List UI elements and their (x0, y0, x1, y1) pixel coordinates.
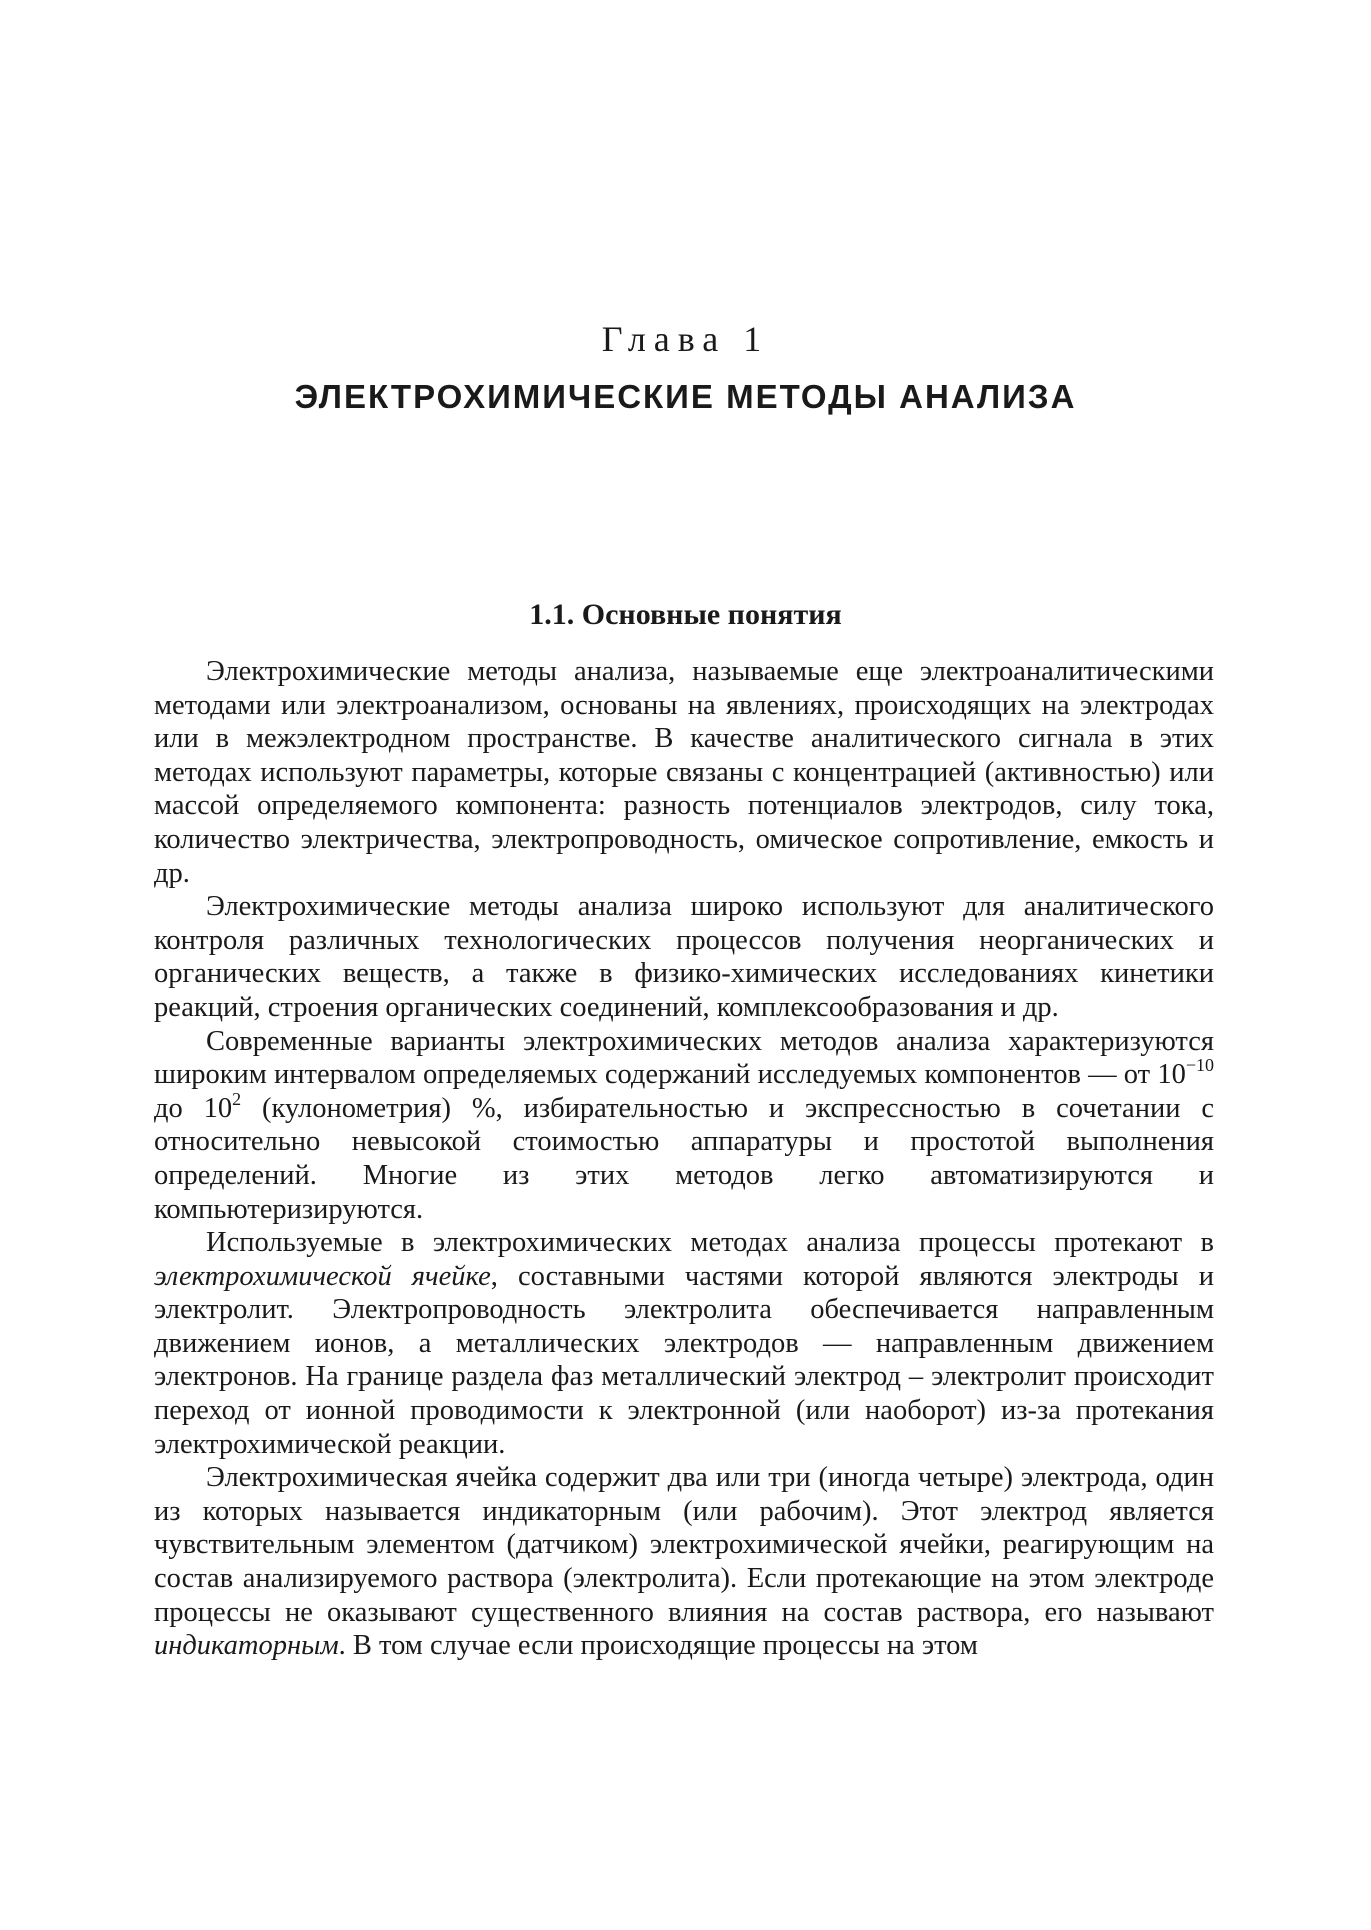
chapter-label: Глава 1 (601, 319, 770, 359)
paragraph-4-text-a: Используемые в электрохимических методах анализа процессы протекают в (206, 1227, 1214, 1259)
exponent-1: −10 (1185, 1055, 1214, 1076)
section-title: 1.1. Основные понятия (529, 598, 842, 631)
paragraph-3-text-a: Современные варианты электрохимических методов анализа характеризуются широким интервалом определяемых содержаний исследуемых компонентов — от 10 (154, 1025, 1214, 1091)
paragraph-5-text-a: Электрохимическая ячейка содержит два или три (иногда четыре) электрода, один из которых называется индикаторным (или рабочим). Этот электрод является чувствительным элементом (датчиком) электрохимической ячейки, реагирующим на состав анализируемого раствора (электролита). Если протекающие на этом электроде процессы не оказывают существенного влияния на состав раствора, его называют (154, 1462, 1214, 1628)
paragraph-4 (154, 1226, 1214, 1461)
paragraph-2: Электрохимические методы анализа широко используют для аналитического контроля различных технологических процессов получения неорганических и органических веществ, а также в физико-химических исследованиях кинетики реакций, строения органических соединений, комплексообразования и др. (154, 891, 1214, 1023)
paragraph-3-text-c: (кулонометрия) %, избирательностью и экспрессностью в сочетании с относительно невысокой стоимостью аппаратуры и простотой выполнения определений. Многие из этих методов легко автоматизируются и компьютеризируются. (154, 1092, 1214, 1225)
chapter-title: ЭЛЕКТРОХИМИЧЕСКИЕ МЕТОДЫ АНАЛИЗА (294, 378, 1077, 415)
exponent-2: 2 (232, 1088, 242, 1109)
paragraph-1: Электрохимические методы анализа, называемые еще электроаналитическими методами или электроанализом, основаны на явлениях, происходящих на электродах или в межэлектродном пространстве. В качестве аналитического сигнала в этих методах используют параметры, которые связаны с концентрацией (активностью) или массой определяемого компонента: разность потенциалов электродов, силу тока, количество электричества, электропроводность, омическое сопротивление, емкость и др. (154, 656, 1214, 889)
paragraph-4-text-b: , составными частями которой являются электроды и электролит. Электропроводность электролита обеспечивается направленным движением ионов, а металлических электродов — направленным движением электронов. На границе раздела фаз металлический электрод – электролит происходит переход от ионной проводимости к электронной (или наоборот) из-за протекания электрохимической реакции. (154, 1260, 1215, 1460)
paragraph-5-text-b: . В том случае если происходящие процессы на этом (338, 1630, 978, 1662)
term-indicator: индикаторным (154, 1630, 339, 1662)
body-text (154, 655, 1214, 1663)
paragraph-3 (154, 1025, 1214, 1227)
term-electrochemical-cell: электрохимической ячейке (154, 1260, 491, 1292)
paragraph-3-text-b: до 10 (154, 1092, 233, 1124)
paragraph-5 (154, 1461, 1214, 1663)
